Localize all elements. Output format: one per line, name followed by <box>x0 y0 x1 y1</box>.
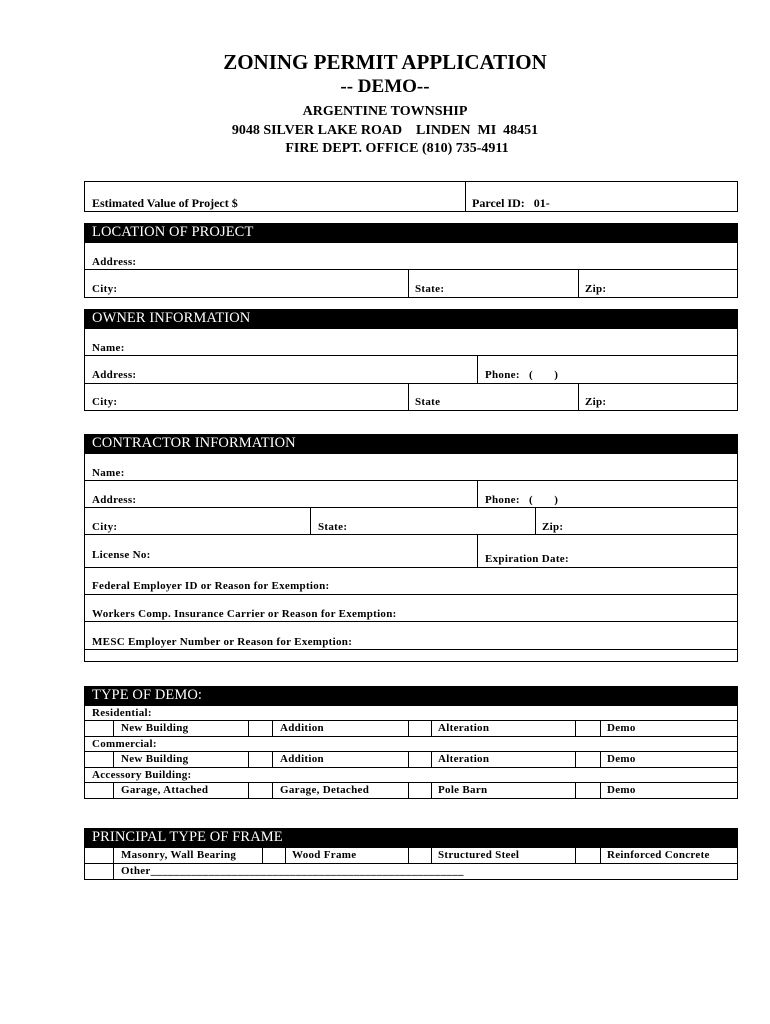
garage-detached-checkbox[interactable]: Garage, Detached <box>280 784 370 796</box>
pole-barn-checkbox[interactable]: Pole Barn <box>438 784 488 796</box>
divider <box>600 847 601 863</box>
form-subtitle: -- DEMO-- <box>340 76 430 97</box>
divider <box>408 720 409 736</box>
residential-addition-checkbox[interactable]: Addition <box>280 722 324 734</box>
contractor-expiration-field[interactable]: Expiration Date: <box>485 553 569 565</box>
residential-new-building-checkbox[interactable]: New Building <box>121 722 189 734</box>
commercial-alteration-checkbox[interactable]: Alteration <box>438 753 490 765</box>
garage-attached-checkbox[interactable]: Garage, Attached <box>121 784 209 796</box>
owner-phone-field[interactable]: Phone: ( ) <box>485 369 559 381</box>
commercial-demo-checkbox[interactable]: Demo <box>607 753 636 765</box>
accessory-building-label: Accessory Building: <box>92 769 192 781</box>
owner-zip-field[interactable]: Zip: <box>585 396 607 408</box>
owner-section <box>84 328 738 411</box>
divider <box>272 720 273 736</box>
divider <box>408 269 409 298</box>
structured-steel-checkbox[interactable]: Structured Steel <box>438 849 520 861</box>
divider <box>600 720 601 736</box>
location-address-field[interactable]: Address: <box>92 256 137 268</box>
residential-alteration-checkbox[interactable]: Alteration <box>438 722 490 734</box>
contractor-name-field[interactable]: Name: <box>92 467 125 479</box>
divider <box>272 782 273 799</box>
divider <box>262 847 263 863</box>
contractor-license-field[interactable]: License No: <box>92 549 151 561</box>
divider <box>84 736 738 737</box>
divider <box>272 751 273 767</box>
mesc-employer-field[interactable]: MESC Employer Number or Reason for Exemption: <box>92 636 353 648</box>
divider <box>575 847 576 863</box>
divider <box>575 782 576 799</box>
divider <box>535 507 536 534</box>
contractor-state-field[interactable]: State: <box>318 521 348 533</box>
divider <box>84 383 738 384</box>
divider <box>113 720 114 736</box>
divider <box>431 720 432 736</box>
divider <box>84 720 738 721</box>
divider <box>113 751 114 767</box>
accessory-demo-checkbox[interactable]: Demo <box>607 784 636 796</box>
location-heading: LOCATION OF PROJECT <box>84 223 738 242</box>
divider <box>84 751 738 752</box>
estimated-value-field[interactable]: Estimated Value of Project $ <box>92 196 238 210</box>
divider <box>84 534 738 535</box>
township-name: ARGENTINE TOWNSHIP <box>302 104 468 119</box>
owner-state-field[interactable]: State <box>415 396 441 408</box>
federal-employer-id-field[interactable]: Federal Employer ID or Reason for Exemption: <box>92 580 330 592</box>
divider <box>84 269 738 270</box>
divider <box>600 782 601 799</box>
owner-name-field[interactable]: Name: <box>92 342 125 354</box>
divider <box>408 383 409 411</box>
divider <box>465 181 466 212</box>
divider <box>600 751 601 767</box>
owner-address-field[interactable]: Address: <box>92 369 137 381</box>
divider <box>477 480 478 507</box>
divider <box>431 847 432 863</box>
divider <box>113 782 114 799</box>
fire-dept-phone: FIRE DEPT. OFFICE (810) 735-4911 <box>285 141 509 156</box>
workers-comp-field[interactable]: Workers Comp. Insurance Carrier or Reason for Exemption: <box>92 608 397 620</box>
divider <box>84 782 738 783</box>
divider <box>84 621 738 622</box>
divider <box>431 751 432 767</box>
divider <box>408 782 409 799</box>
divider <box>84 594 738 595</box>
location-section <box>84 242 738 298</box>
township-address: 9048 SILVER LAKE ROAD LINDEN MI 48451 <box>231 123 539 138</box>
divider <box>248 720 249 736</box>
contractor-city-field[interactable]: City: <box>92 521 118 533</box>
divider <box>477 534 478 567</box>
divider <box>408 751 409 767</box>
location-zip-field[interactable]: Zip: <box>585 283 607 295</box>
divider <box>248 751 249 767</box>
divider <box>408 847 409 863</box>
other-frame-field[interactable]: Other______________________________________________________ <box>121 865 464 877</box>
divider <box>575 751 576 767</box>
contractor-phone-field[interactable]: Phone: ( ) <box>485 494 559 506</box>
divider <box>575 720 576 736</box>
demo-type-heading: TYPE OF DEMO: <box>84 686 738 705</box>
residential-demo-checkbox[interactable]: Demo <box>607 722 636 734</box>
commercial-new-building-checkbox[interactable]: New Building <box>121 753 189 765</box>
wood-frame-checkbox[interactable]: Wood Frame <box>292 849 357 861</box>
divider <box>578 383 579 411</box>
divider <box>84 507 738 508</box>
parcel-id-field[interactable]: Parcel ID: 01- <box>472 196 550 210</box>
divider <box>84 480 738 481</box>
reinforced-concrete-checkbox[interactable]: Reinforced Concrete <box>607 849 710 861</box>
contractor-heading: CONTRACTOR INFORMATION <box>84 434 738 453</box>
divider <box>84 567 738 568</box>
commercial-addition-checkbox[interactable]: Addition <box>280 753 324 765</box>
divider <box>84 767 738 768</box>
divider <box>310 507 311 534</box>
form-title: ZONING PERMIT APPLICATION <box>223 50 547 74</box>
residential-label: Residential: <box>92 707 152 719</box>
contractor-section <box>84 453 738 662</box>
divider <box>84 863 738 864</box>
divider <box>113 847 114 880</box>
frame-type-heading: PRINCIPAL TYPE OF FRAME <box>84 828 738 847</box>
contractor-address-field[interactable]: Address: <box>92 494 137 506</box>
divider <box>248 782 249 799</box>
divider <box>431 782 432 799</box>
location-state-field[interactable]: State: <box>415 283 445 295</box>
owner-heading: OWNER INFORMATION <box>84 309 738 328</box>
masonry-wall-bearing-checkbox[interactable]: Masonry, Wall Bearing <box>121 849 237 861</box>
divider <box>84 355 738 356</box>
contractor-zip-field[interactable]: Zip: <box>542 521 564 533</box>
owner-city-field[interactable]: City: <box>92 396 118 408</box>
divider <box>578 269 579 298</box>
location-city-field[interactable]: City: <box>92 283 118 295</box>
divider <box>285 847 286 863</box>
divider <box>84 649 738 650</box>
commercial-label: Commercial: <box>92 738 157 750</box>
divider <box>477 355 478 383</box>
